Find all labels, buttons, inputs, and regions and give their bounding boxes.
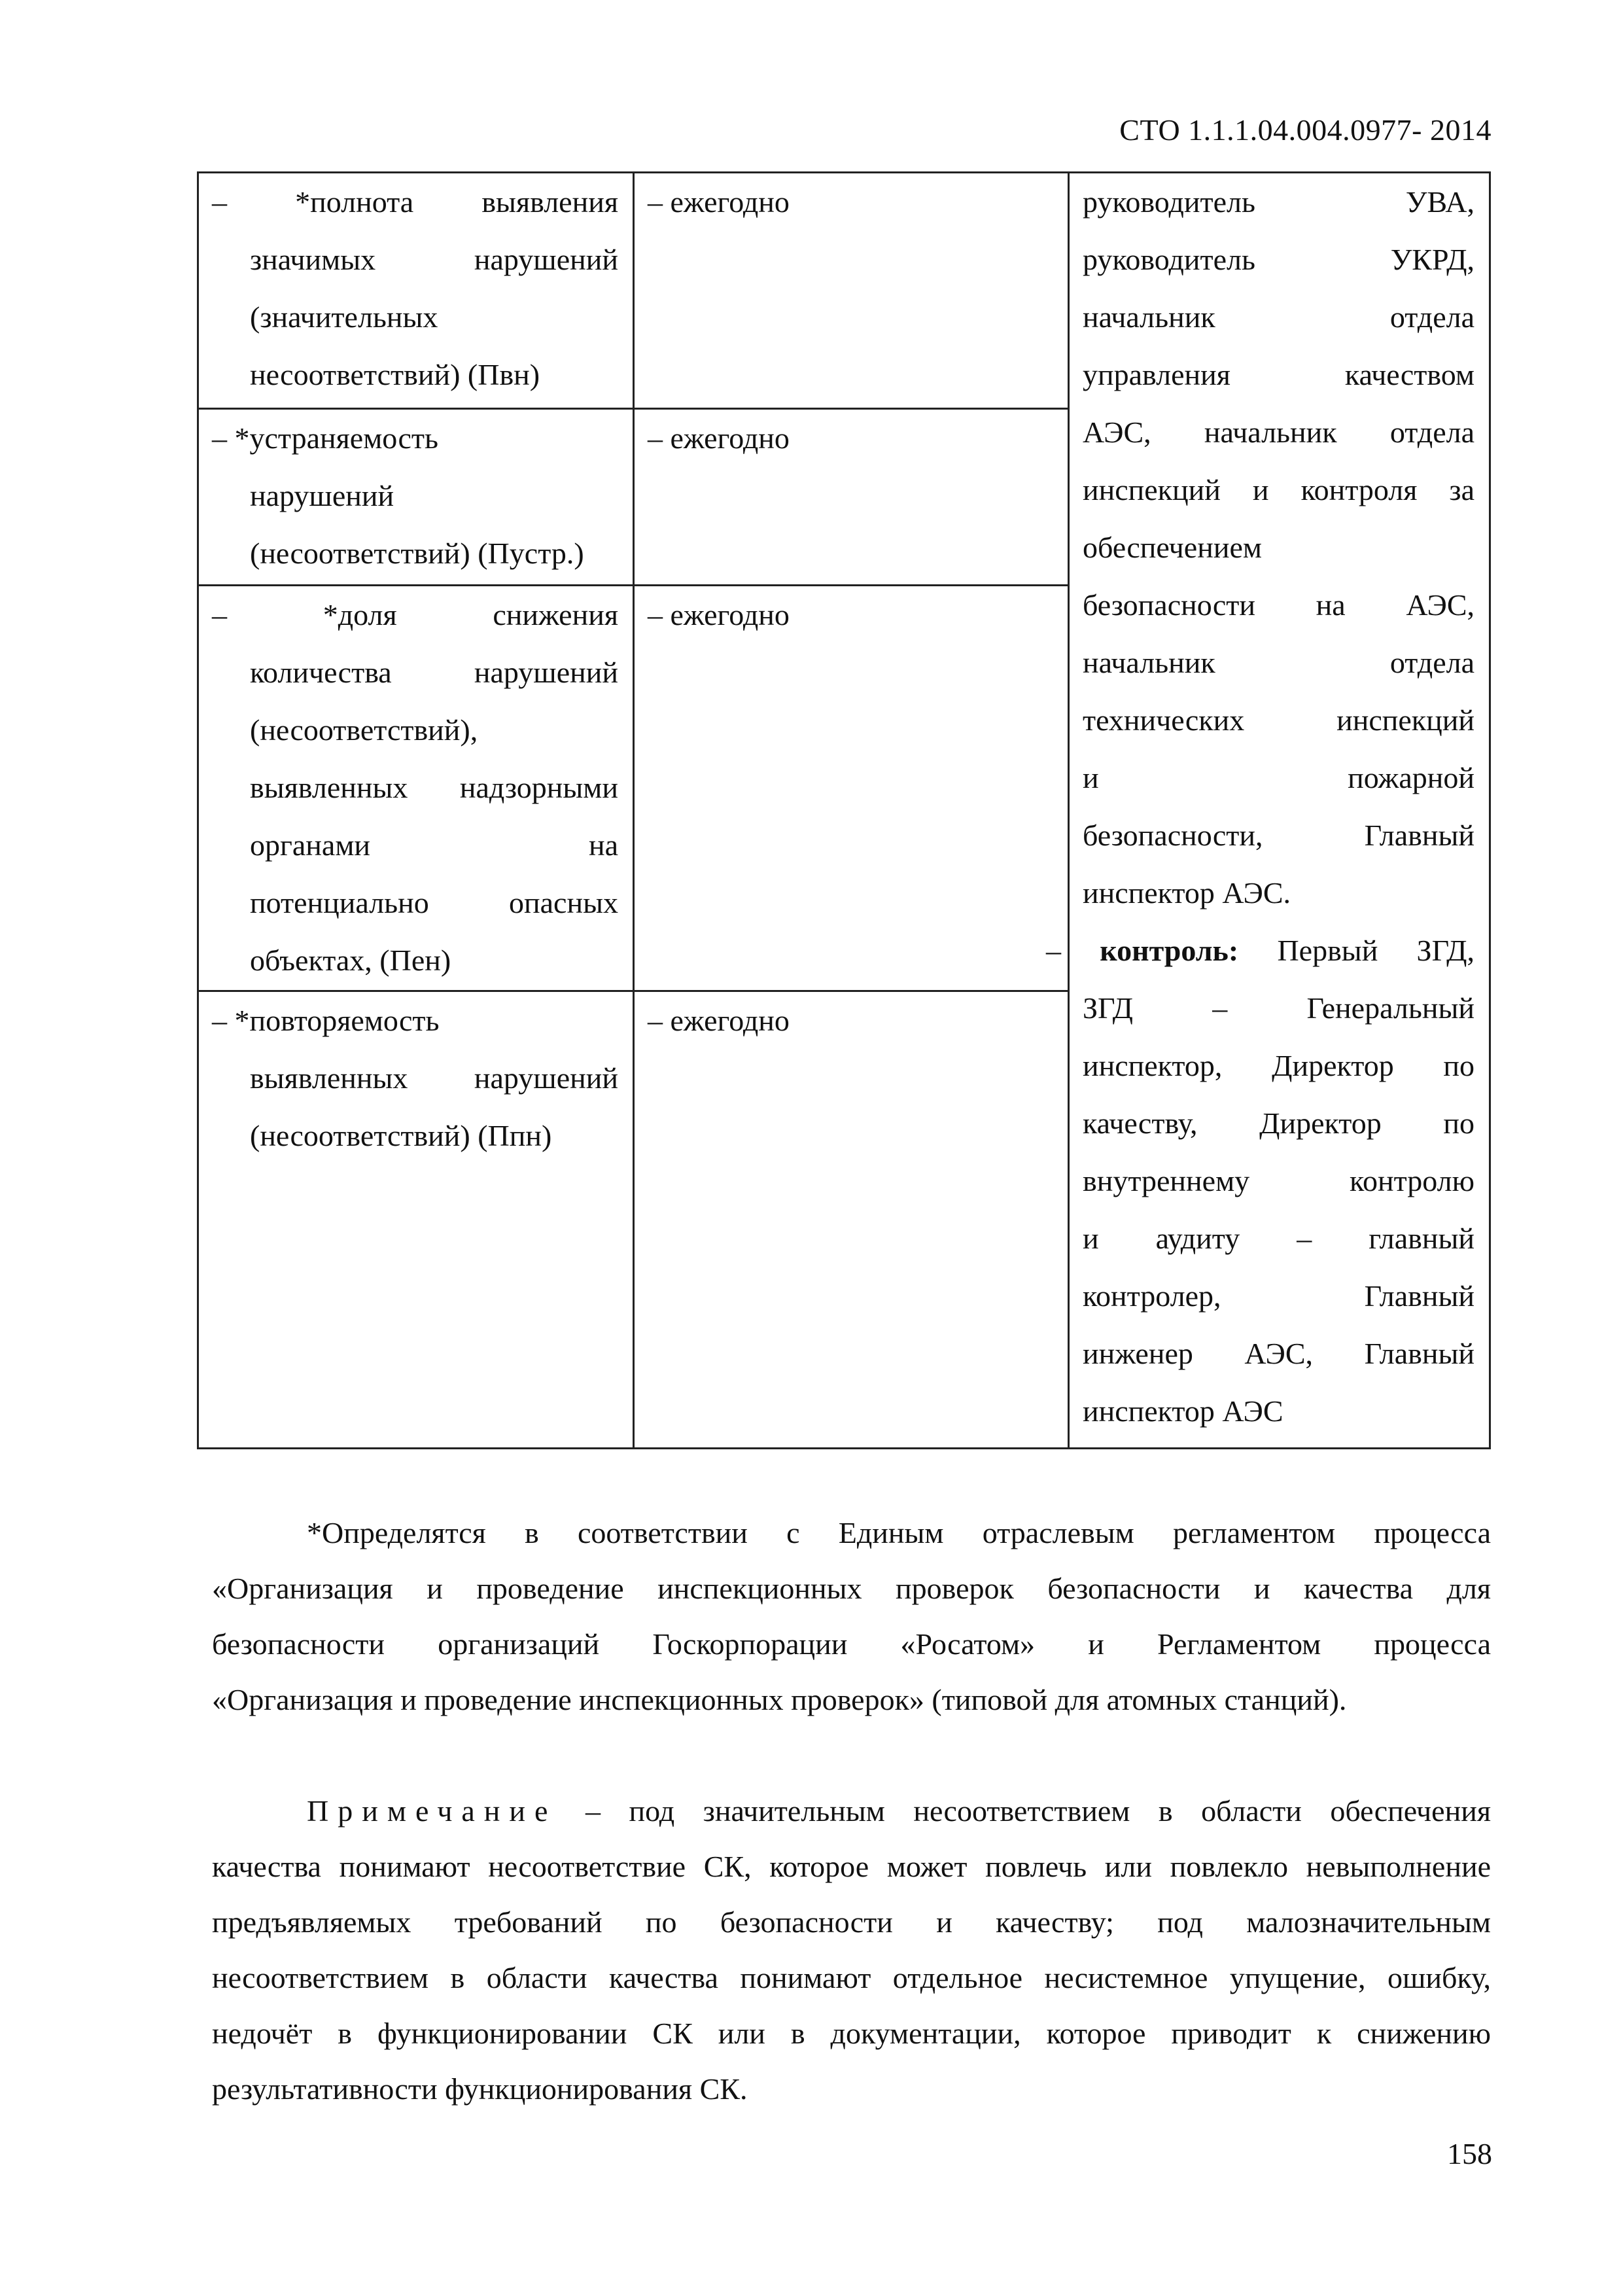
indicator-line: выявленных нарушений [250,1061,618,1095]
indicator-cell [198,409,634,586]
responsible-line: технических инспекций [1083,703,1475,737]
responsible-line: безопасности, Главный [1083,819,1475,852]
responsible-line: начальник отдела [1083,646,1475,679]
control-line: инженер АЭС, Главный [1083,1337,1475,1370]
period-cell [634,173,1069,409]
control-text: Первый ЗГД, [1277,934,1475,967]
indicator-line: (несоответствий) (Ппн) [250,1119,552,1152]
note [212,1783,1491,2117]
indicator-line: – *устраняемость [212,421,438,455]
note-line: результативности функционирования СК. [212,2072,748,2106]
footnote [212,1505,1491,1727]
indicator-line: – *доля снижения [212,598,618,631]
period-cell [634,991,1069,1449]
responsible-line: обеспечением [1083,531,1262,564]
note-line [212,1783,1491,1839]
indicator-line: (несоответствий) (Пустр.) [250,537,584,570]
responsible-line: безопасности на АЭС, [1083,588,1475,622]
period-cell [634,586,1069,991]
responsible-line: управления качеством [1083,358,1475,391]
responsible-line: начальник отдела [1083,300,1475,334]
responsible-line: руководитель УВА, [1083,185,1475,219]
period-text: – ежегодно [648,598,790,631]
responsible-line: инспектор АЭС. [1083,876,1291,910]
period-text: – ежегодно [648,185,790,219]
indicator-line: – *повторяемость [212,1004,440,1037]
indicator-line: нарушений [250,479,394,512]
responsible-cell [1046,173,1490,1449]
indicator-cell [198,586,634,991]
indicators-table [197,171,1491,1449]
document-code: СТО 1.1.1.04.004.0977- 2014 [1119,113,1492,147]
indicator-line: несоответствий) (Пвн) [250,358,540,391]
responsible-line: инспекций и контроля за [1083,473,1475,506]
note-line: недочёт в функционировании СК или в документации, которое приводит к снижению [212,2017,1491,2050]
responsible-line: и пожарной [1083,761,1475,794]
control-line: инспектор, Директор по [1083,1049,1475,1082]
footnote-line: «Организация и проведение инспекционных проверок» (типовой для атомных станций). [212,1683,1347,1716]
control-line: и аудиту – главный [1083,1222,1475,1255]
control-line: контролер, Главный [1083,1279,1475,1313]
indicator-line: объектах, (Пен) [250,944,451,977]
indicator-line: органами на [250,828,618,862]
period-text: – ежегодно [648,421,790,455]
note-line: качества понимают несоответствие СК, которое может повлечь или повлекло невыполнение [212,1850,1491,1883]
control-line: инспектор АЭС [1083,1394,1283,1428]
indicator-line: (несоответствий), [250,713,478,747]
control-line: ЗГД – Генеральный [1083,991,1475,1025]
period-text: – ежегодно [648,1004,790,1037]
table-row [198,173,1490,409]
note-label: Примечание [307,1794,557,1828]
note-first-line: – под значительным несоответствием в области обеспечения [585,1794,1491,1828]
indicator-line: потенциально опасных [250,886,618,919]
control-line: – контроль: Первый ЗГД, [1046,934,1475,967]
indicator-line: выявленных надзорными [250,771,618,804]
indicator-line: количества нарушений [250,656,618,689]
indicator-cell [198,173,634,409]
control-line: качеству, Директор по [1083,1106,1475,1140]
indicator-line: (значительных [250,300,438,334]
page-number: 158 [1447,2137,1492,2170]
responsible-line: руководитель УКРД, [1083,243,1475,276]
footnote-line: безопасности организаций Госкорпорации «Росатом» и Регламентом процесса [212,1627,1491,1661]
responsible-line: АЭС, начальник отдела [1083,415,1475,449]
indicator-line: – *полнота выявления [212,185,618,219]
footnote-line: *Определятся в соответствии с Единым отраслевым регламентом процесса [307,1516,1491,1549]
note-line: несоответствием в области качества понимают отдельное несистемное упущение, ошибку, [212,1961,1491,1994]
control-line: внутреннему контролю [1083,1164,1475,1197]
footnote-line: «Организация и проведение инспекционных проверок безопасности и качества для [212,1572,1491,1605]
control-label: контроль: [1100,934,1239,967]
period-cell [634,409,1069,586]
indicator-cell [198,991,634,1449]
note-line: предъявляемых требований по безопасности и качеству; под малозначительным [212,1905,1491,1939]
indicator-line: значимых нарушений [250,243,618,276]
